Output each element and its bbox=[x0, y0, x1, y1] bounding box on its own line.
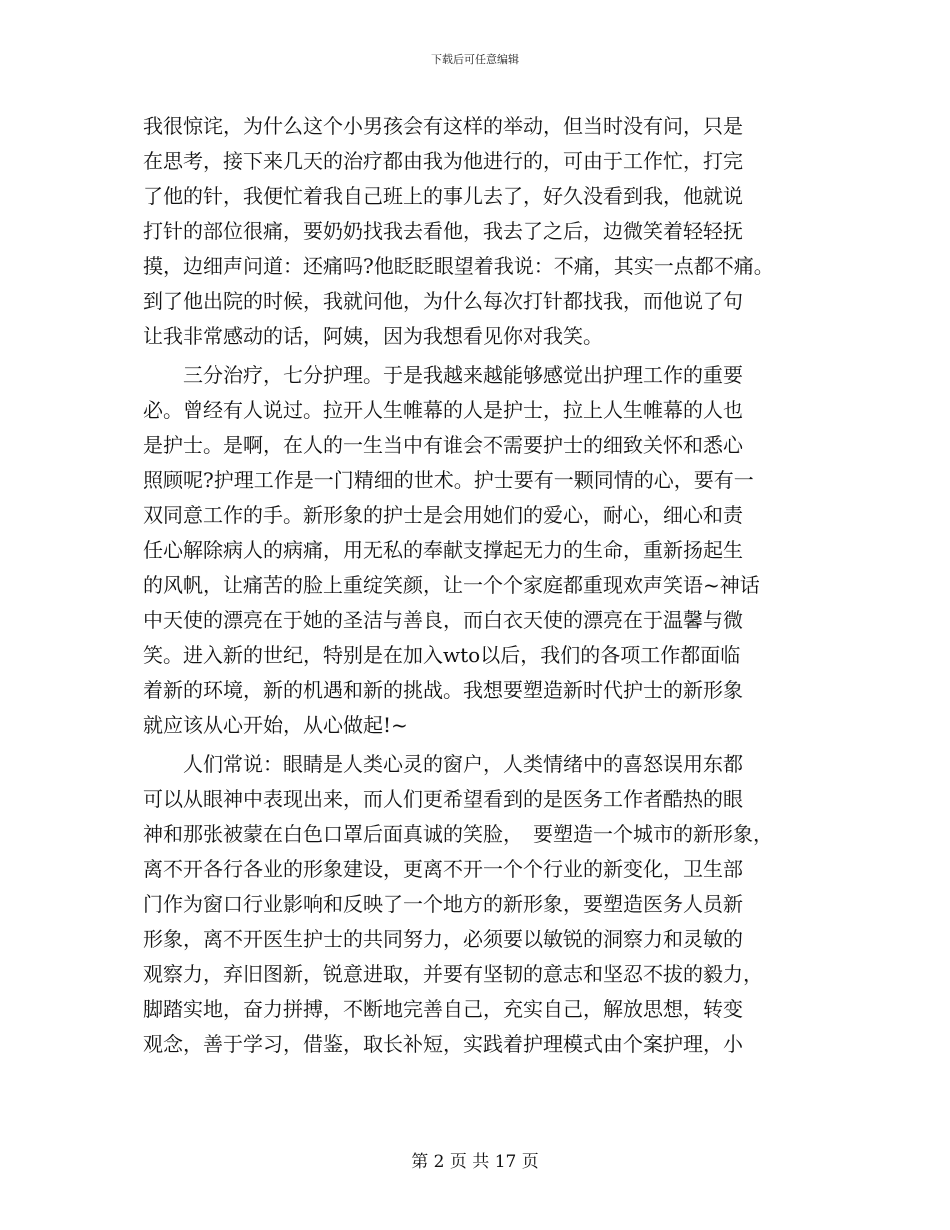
text-line: 可以从眼神中表现出来，而人们更希望看到的是医务工作者酷热的眼 bbox=[143, 787, 743, 811]
text-line: 任心解除病人的病痛，用无私的奉献支撑起无力的生命，重新扬起生 bbox=[143, 538, 743, 562]
text-line: 人们常说：眼睛是人类心灵的窗户，人类情绪中的喜怒误用东都 bbox=[143, 752, 743, 776]
text-line: 离不开各行各业的形象建设，更离不开一个个行业的新变化，卫生部 bbox=[143, 857, 743, 881]
text-line: 是护士。是啊，在人的一生当中有谁会不需要护士的细致关怀和悉心 bbox=[143, 433, 743, 457]
text-line: 着新的环境，新的机遇和新的挑战。我想要塑造新时代护士的新形象 bbox=[143, 678, 743, 702]
page-number-footer: 第 2 页 共 17 页 bbox=[411, 1152, 539, 1172]
text-line: 在思考，接下来几天的治疗都由我为他进行的，可由于工作忙，打完 bbox=[143, 149, 743, 173]
text-line: 照顾呢?护理工作是一门精细的世术。护士要有一颗同情的心，要有一 bbox=[143, 468, 754, 492]
text-line: 摸，边细声问道：还痛吗?他眨眨眼望着我说：不痛，其实一点都不痛。 bbox=[143, 254, 774, 278]
text-line: 神和那张被蒙在白色口罩后面真诚的笑脸， 要塑造一个城市的新形象， bbox=[143, 822, 773, 846]
text-line: 观念，善于学习，借鉴，取长补短，实践着护理模式由个案护理，小 bbox=[143, 1032, 743, 1056]
text-line: 笑。进入新的世纪，特别是在加入wto以后，我们的各项工作都面临 bbox=[143, 643, 741, 667]
text-line: 让我非常感动的话，阿姨，因为我想看见你对我笑。 bbox=[143, 324, 603, 348]
text-line: 必。曾经有人说过。拉开人生帷幕的人是护士，拉上人生帷幕的人也 bbox=[143, 398, 743, 422]
text-line: 脚踏实地，奋力拼搏，不断地完善自己，充实自己，解放思想，转变 bbox=[143, 997, 743, 1021]
text-line: 门作为窗口行业影响和反映了一个地方的新形象，要塑造医务人员新 bbox=[143, 892, 743, 916]
text-line: 到了他出院的时候，我就问他，为什么每次打针都找我，而他说了句 bbox=[143, 289, 743, 313]
text-line: 就应该从心开始，从心做起!~ bbox=[143, 713, 408, 737]
paragraph-2 bbox=[143, 358, 823, 743]
paragraph-1 bbox=[143, 109, 823, 354]
text-line: 了他的针，我便忙着我自己班上的事儿去了，好久没看到我，他就说 bbox=[143, 184, 743, 208]
text-line: 中天使的漂亮在于她的圣洁与善良，而白衣天使的漂亮在于温馨与微 bbox=[143, 608, 743, 632]
text-line: 三分治疗，七分护理。于是我越来越能够感觉出护理工作的重要 bbox=[143, 363, 743, 387]
text-line: 双同意工作的手。新形象的护士是会用她们的爱心，耐心，细心和责 bbox=[143, 503, 743, 527]
page-header: 下载后可任意编辑 bbox=[431, 53, 519, 66]
text-line: 我很惊诧，为什么这个小男孩会有这样的举动，但当时没有问，只是 bbox=[143, 114, 743, 138]
paragraph-3 bbox=[143, 747, 823, 1062]
text-line: 形象，离不开医生护士的共同努力，必须要以敏锐的洞察力和灵敏的 bbox=[143, 927, 743, 951]
text-line: 打针的部位很痛，要奶奶找我去看他，我去了之后，边微笑着轻轻抚 bbox=[143, 219, 743, 243]
document-body bbox=[143, 109, 823, 1062]
text-line: 的风帆，让痛苦的脸上重绽笑颜，让一个个家庭都重现欢声笑语~神话 bbox=[143, 573, 760, 597]
text-line: 观察力，弃旧图新，锐意进取，并要有坚韧的意志和坚忍不拔的毅力， bbox=[143, 962, 763, 986]
